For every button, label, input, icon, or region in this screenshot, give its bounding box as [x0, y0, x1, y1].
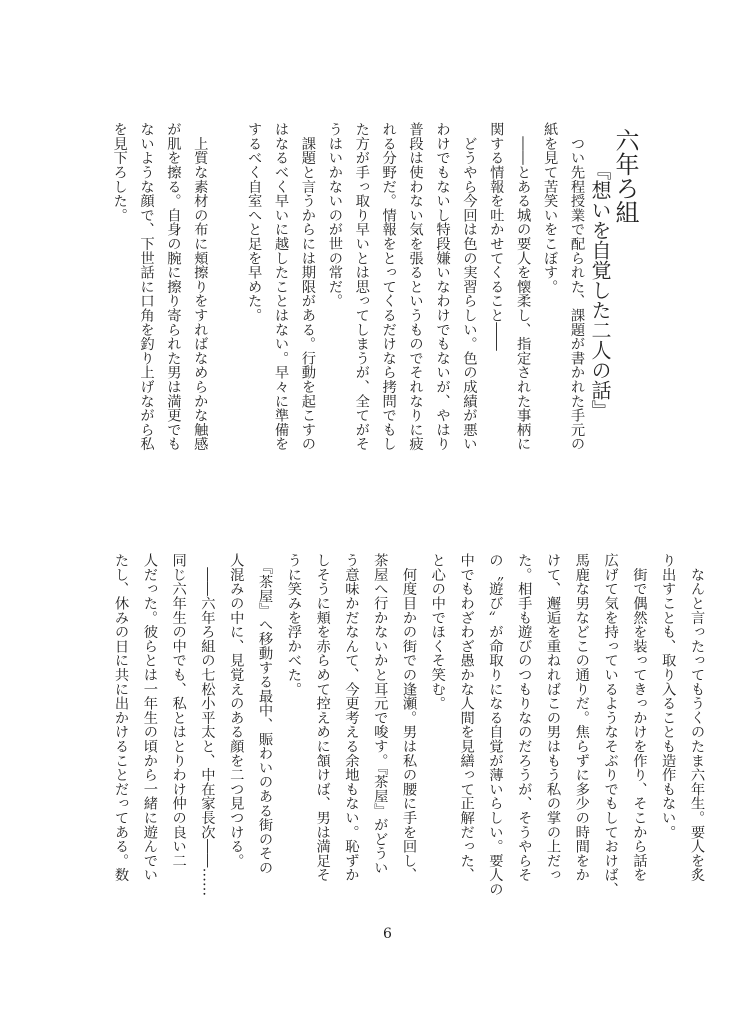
text-line: た方が手っ取り早いとは思ってしまうが、全てがそ [353, 122, 370, 451]
text-line: 紙を見て苦笑いをこぼす。 [542, 122, 559, 294]
text-line: 関する情報を吐かせてくること―― [488, 122, 505, 351]
text-line: う意味かだなんて、今更考える余地もない。恥ずか [343, 553, 360, 882]
lower-text-block [106, 553, 711, 896]
text-line: と心の中でほくそ笑む。 [429, 553, 446, 711]
upper-text-block [106, 122, 590, 451]
text-line: しそうに頬を赤らめて控えめに頷けば、男は満足そ [314, 553, 331, 882]
text-line: どうやら今回は色の実習らしい。色の成績が悪い [461, 122, 478, 451]
text-line: はなるべく早いに越したことはない。早々に準備を [273, 122, 290, 451]
text-line: 何度目かの街での逢瀬。男は私の腰に手を回し、 [401, 553, 418, 882]
text-line: うに笑みを浮かべた。 [285, 553, 302, 696]
text-line: 広げて気を持っているようなそぶりでもしておけば、 [602, 553, 619, 897]
story-subtitle: 『想いを自覚した二人の話』 [588, 160, 612, 420]
chapter-title: 六年ろ組 [611, 128, 639, 224]
text-line: 課題と言うからには期限がある。行動を起こすの [299, 122, 316, 451]
text-line: 上質な素材の布に頬擦りをすればなめらかな触感 [192, 122, 209, 451]
text-line: うはいかないのが世の常だ。 [326, 122, 343, 308]
text-line: 人混みの中に、見覚えのある顔を二つ見つける。 [228, 553, 245, 868]
text-line [213, 122, 240, 451]
text-line: 中でもわざわざ愚かな人間を見繕って正解だった、 [458, 553, 475, 882]
text-line: の〝遊び〟が命取りになる自覚が薄いらしい。要人の [487, 553, 504, 897]
text-line: ――六年ろ組の七松小平太と、中在家長次――…… [199, 553, 216, 897]
text-line: 馬鹿な男などこの通りだ。焦らずに多少の時間をか [573, 553, 590, 882]
text-line: り出すことも、取り入ることも造作もない。 [660, 553, 677, 839]
text-line: ないような顔で、下世話に口角を釣り上げながら私 [138, 122, 155, 451]
text-line: 茶屋へ行かないかと耳元で唆す。『茶屋』がどうい [372, 553, 389, 875]
text-line: わけでもないし特段嫌いなわけでもないが、やはり [434, 122, 451, 451]
text-line: れる分野だ。情報をとってくるだけなら拷問でもし [380, 122, 397, 451]
page-number: 6 [383, 926, 392, 942]
text-line: つい先程授業で配られた、課題が書かれた手元の [569, 122, 585, 451]
text-line: た。相手も遊びのつもりなのだろうが、そうやらそ [516, 553, 533, 882]
text-line: 街で偶然を装ってきっかけを作り、そこから話を [631, 553, 648, 882]
text-line: ――とある城の要人を懐柔し、指定された事柄に [515, 122, 532, 451]
text-line: が肌を擦る。自身の腕に擦り寄られた男は満更でも [165, 122, 182, 451]
text-line: たし、休みの日に共に出かけることだってある。数 [113, 553, 130, 882]
text-line: 『茶屋』へ移動する最中、賑わいのある街のその [257, 553, 274, 875]
text-line: けて、邂逅を重ねればこの男はもう私の掌の上だっ [545, 553, 562, 882]
text-line: 同じ六年生の中でも、私とはとりわけ仲の良い二 [170, 553, 187, 868]
text-line: するべく自室へと足を早めた。 [246, 122, 263, 323]
text-line: を見下ろした。 [111, 122, 128, 223]
text-line: なんと言ったってもうくのたま六年生。要人を炙 [689, 553, 705, 882]
text-line: 普段は使わない気を張るというものでそれなりに疲 [407, 122, 424, 451]
text-line: 人だった。彼らとは一年生の頃から一緒に遊んでい [141, 553, 158, 882]
